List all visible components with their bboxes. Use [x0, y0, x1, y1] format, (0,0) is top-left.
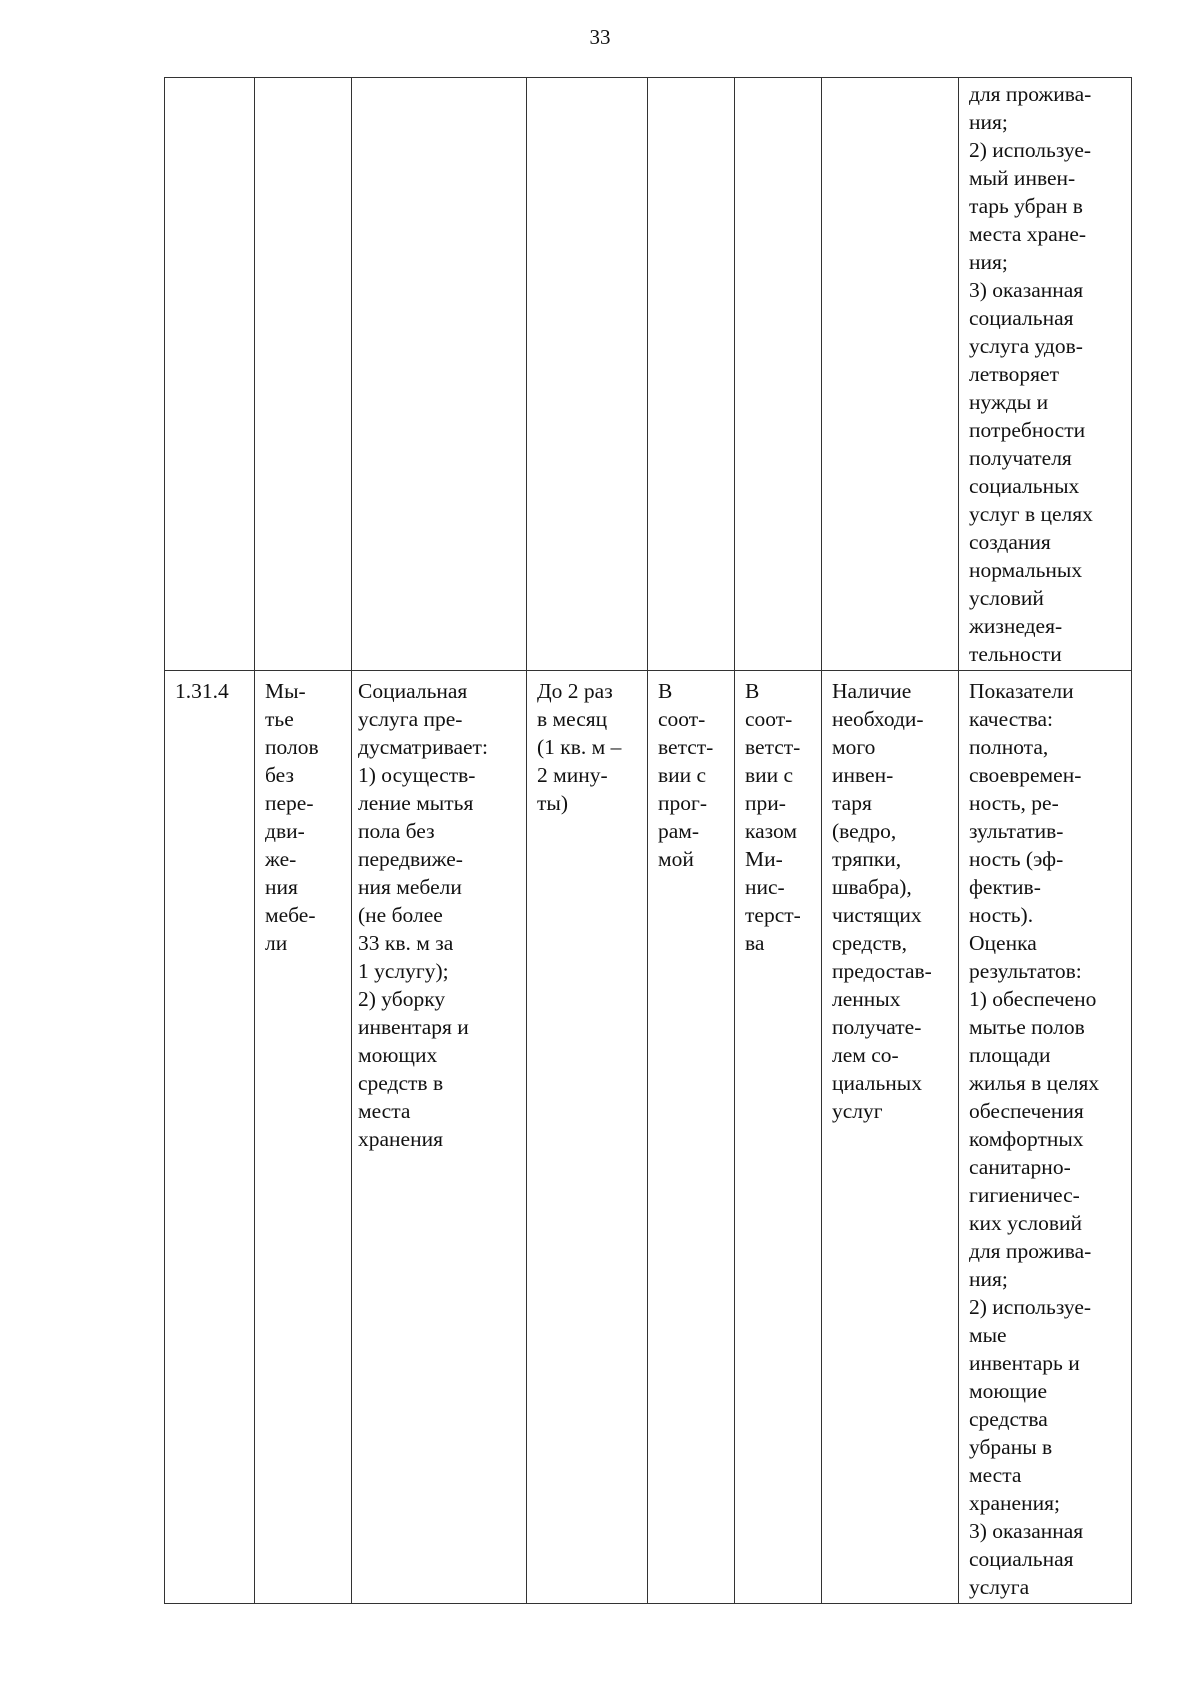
cell-conditions: Наличие необходи- мого инвен- таря (ведро, тряпки, швабра), чистящих средств, предостав- ленных получате- лем со- циальных услуг	[822, 671, 959, 1604]
cell-volume: В соот- ветст- вии с прог- рам- мой	[648, 671, 735, 1604]
cell-number	[165, 78, 255, 671]
cell-service-name	[255, 78, 352, 671]
cell-volume	[648, 78, 735, 671]
cell-standard: В соот- ветст- вии с при- казом Ми- нис- терст- ва	[735, 671, 822, 1604]
cell-number: 1.31.4	[165, 671, 255, 1604]
cell-description: Социальная услуга пре- дусматривает: 1) осуществ- ление мытья пола без передвиже- ния мебели (не более 33 кв. м за 1 услугу); 2) уборку инвентаря и моющих средств в места хранения	[352, 671, 527, 1604]
cell-frequency: До 2 раз в месяц (1 кв. м – 2 мину- ты)	[527, 671, 648, 1604]
services-table	[164, 77, 1132, 1604]
cell-description	[352, 78, 527, 671]
cell-quality: для прожива- ния; 2) используе- мый инвен- тарь убран в места хране- ния; 3) оказанная социальная услуга удов- летворяет нужды и потребности получателя социальных услуг в целях создания нормальных условий жизнедея- тельности	[959, 78, 1132, 671]
cell-standard	[735, 78, 822, 671]
cell-frequency	[527, 78, 648, 671]
cell-quality: Показатели качества: полнота, своевремен- ность, ре- зультатив- ность (эф- фектив- ность). Оценка результатов: 1) обеспечено мытье полов площади жилья в целях обеспечения комфортных санитарно- гигиеничес- ких условий для прожива- ния; 2) используе- мые инвентарь и моющие средства убраны в места хранения; 3) оказанная социальная услуга	[959, 671, 1132, 1604]
table-row-continued	[165, 78, 1132, 671]
cell-service-name: Мы- тье полов без пере- дви- же- ния мебе- ли	[255, 671, 352, 1604]
page-number: 33	[589, 25, 611, 49]
cell-conditions	[822, 78, 959, 671]
table-row-1-31-4	[165, 671, 1132, 1604]
